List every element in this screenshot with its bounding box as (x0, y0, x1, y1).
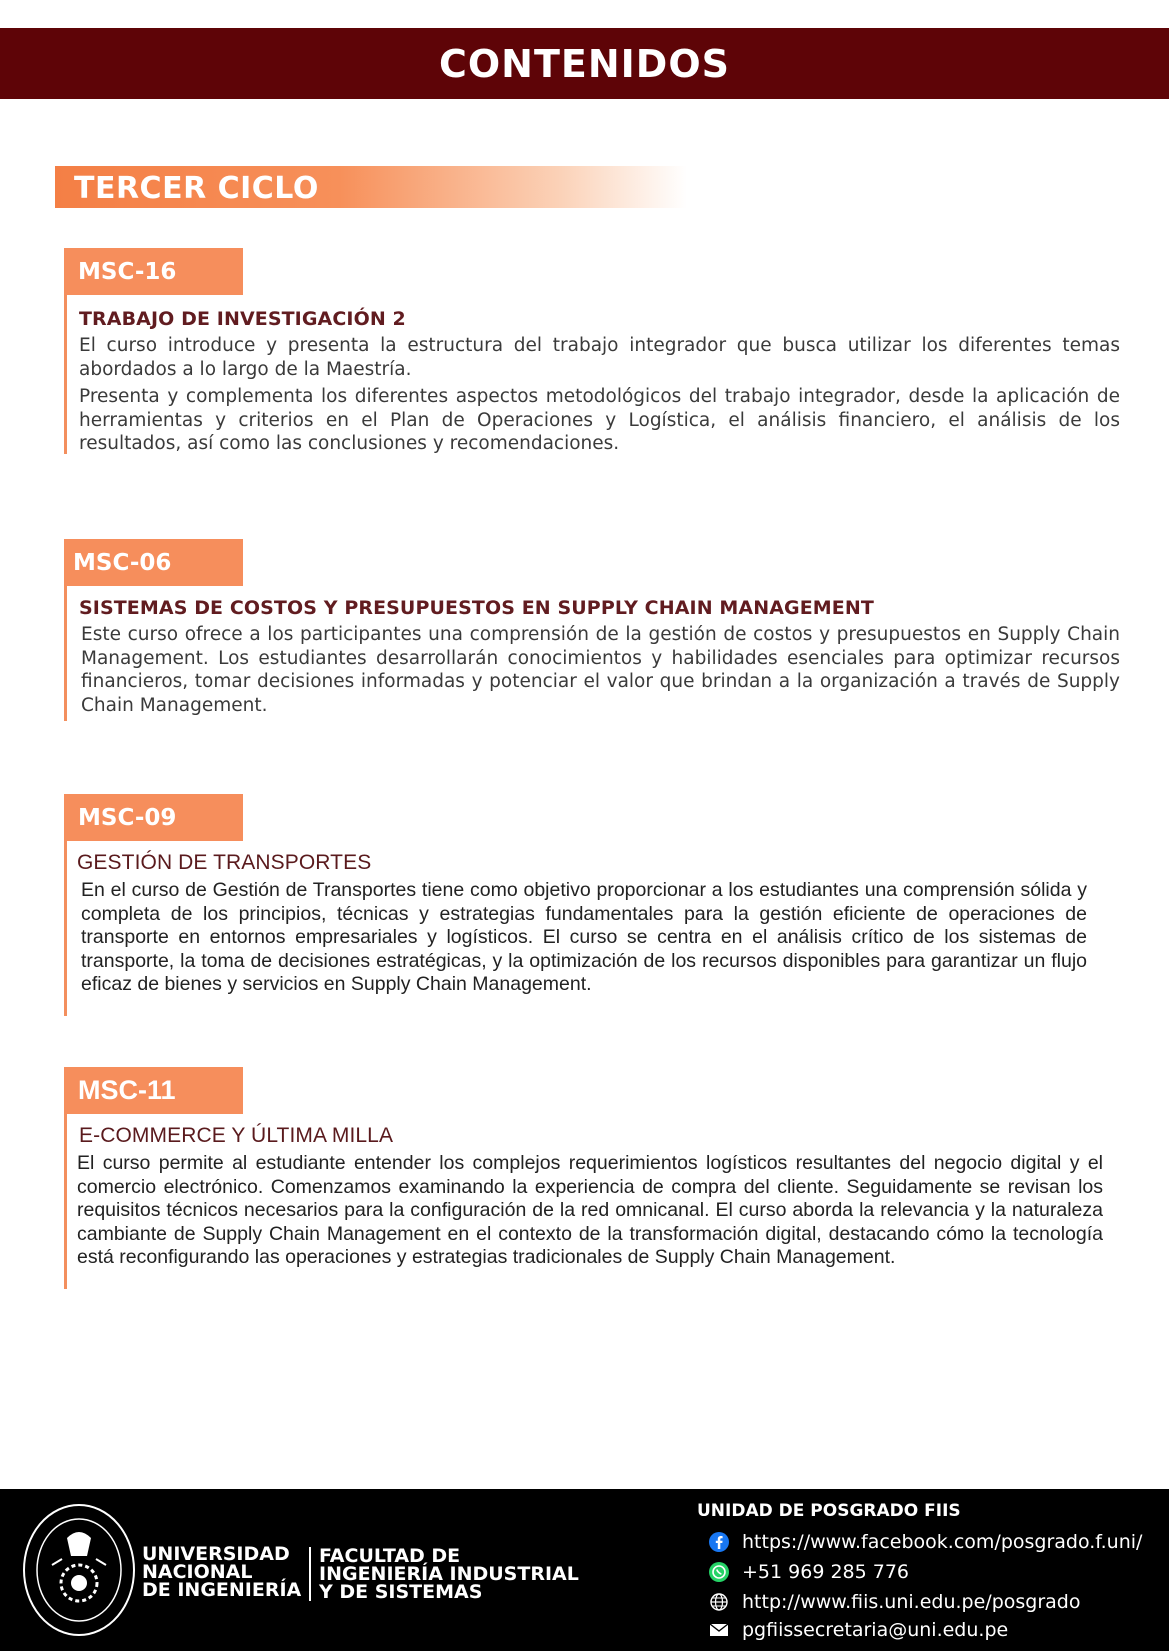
course-code: MSC-16 (64, 248, 243, 295)
course-paragraph: Este curso ofrece a los participantes una comprensión de la gestión de costos y presupuestos en Supply Chain Management. Los estudiantes desarrollarán conocimientos y habilidades esenciales para optimizar recursos financieros, tomar decisiones informadas y potenciar el valor que brindan a la organización a través de Supply Chain Management. (81, 624, 1120, 716)
header-banner (0, 28, 1169, 99)
course-description (67, 1152, 1103, 1270)
cycle-label: TERCER CICLO (74, 171, 319, 206)
course-code: MSC-11 (64, 1067, 243, 1114)
course-code: MSC-09 (64, 794, 243, 841)
course-msc-06 (64, 539, 1120, 721)
facebook-contact[interactable] (708, 1531, 1142, 1553)
footer (0, 1489, 1169, 1651)
facebook-icon (708, 1531, 730, 1553)
faculty-line: Y DE SISTEMAS (319, 1581, 483, 1603)
email-link[interactable]: pgfiissecretaria@uni.edu.pe (742, 1619, 1009, 1641)
course-description (67, 879, 1087, 997)
website-contact[interactable] (708, 1591, 1080, 1613)
faculty-line: INGENIERÍA INDUSTRIAL (319, 1563, 579, 1585)
globe-icon (708, 1591, 730, 1613)
university-line: UNIVERSIDAD (142, 1543, 290, 1565)
page-title: CONTENIDOS (438, 41, 731, 86)
course-title: GESTIÓN DE TRANSPORTES (77, 851, 372, 874)
course-title: E-COMMERCE Y ÚLTIMA MILLA (79, 1124, 394, 1147)
course-msc-11 (64, 1067, 1103, 1289)
university-line: NACIONAL (142, 1561, 253, 1583)
course-title: SISTEMAS DE COSTOS Y PRESUPUESTOS EN SUPPLY CHAIN MANAGEMENT (79, 597, 874, 619)
course-paragraph: Presenta y complementa los diferentes aspectos metodológicos del trabajo integrador, desde la aplicación de herramientas y criterios en el Plan de Operaciones y Logística, el análisis financiero, el análisis de los resultados, así como las conclusiones y recomendaciones. (79, 386, 1120, 454)
course-msc-16 (64, 248, 1120, 454)
university-name (142, 1545, 301, 1599)
course-paragraph: El curso permite al estudiante entender los complejos requerimientos logísticos resultantes del negocio digital y el comercio electrónico. Comenzamos examinando la experiencia de compra del cliente. Seguidamente se revisan los requisitos técnicos necesarios para la configuración de la red omnicanal. El curso aborda la relevancia y la naturaleza cambiante de Supply Chain Management en el contexto de la transformación digital, destacando cómo la tecnología está reconfigurando las operaciones y estrategias tradicionales de Supply Chain Management. (77, 1152, 1103, 1268)
course-code: MSC-06 (64, 539, 243, 586)
course-description (67, 623, 1120, 717)
course-msc-09 (64, 794, 1087, 1016)
whatsapp-icon (708, 1561, 730, 1583)
course-description (67, 334, 1120, 456)
faculty-line: FACULTAD DE (319, 1545, 461, 1567)
university-seal-icon (22, 1503, 137, 1638)
whatsapp-number[interactable]: +51 969 285 776 (742, 1561, 910, 1583)
whatsapp-contact[interactable] (708, 1561, 909, 1583)
course-title: TRABAJO DE INVESTIGACIÓN 2 (79, 308, 406, 330)
email-contact[interactable] (708, 1619, 1008, 1641)
course-paragraph: En el curso de Gestión de Transportes tiene como objetivo proporcionar a los estudiantes una comprensión sólida y completa de los principios, técnicas y estrategias fundamentales para la gestión eficiente de operaciones de transporte en entornos empresariales y logísticos. El curso se centra en el análisis crítico de los sistemas de transporte, la toma de decisiones estratégicas, y la optimización de los recursos disponibles para garantizar un flujo eficaz de bienes y servicios en Supply Chain Management. (81, 879, 1087, 995)
cycle-banner (55, 166, 687, 208)
university-line: DE INGENIERÍA (142, 1579, 302, 1601)
course-paragraph: El curso introduce y presenta la estructura del trabajo integrador que busca utilizar los diferentes temas abordados a lo largo de la Maestría. (79, 335, 1120, 380)
website-link[interactable]: http://www.fiis.uni.edu.pe/posgrado (742, 1591, 1081, 1613)
mail-icon (708, 1619, 730, 1641)
facebook-link[interactable]: https://www.facebook.com/posgrado.f.uni/ (742, 1531, 1143, 1553)
faculty-name (309, 1547, 579, 1601)
contact-title: UNIDAD DE POSGRADO FIIS (697, 1501, 961, 1521)
